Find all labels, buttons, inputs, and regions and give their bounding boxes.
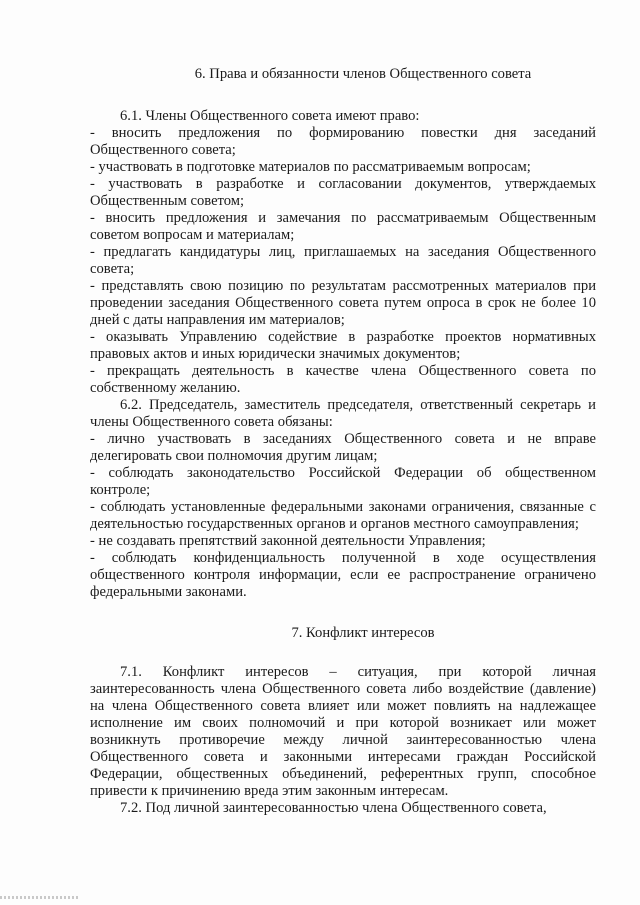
scan-edge-artifact — [0, 896, 80, 899]
list-item: - представлять свою позицию по результатам рассмотренных материалов при проведении заседания Общественного совета путем опроса в срок не более 10 дней с даты направления им материалов; — [90, 278, 596, 328]
list-item: - прекращать деятельность в качестве члена Общественного совета по собственному желанию. — [90, 363, 596, 396]
list-item: - соблюдать законодательство Российской Федерации об общественном контроле; — [90, 465, 596, 498]
section-7-heading: 7. Конфликт интересов — [291, 625, 435, 641]
paragraph-7-1: 7.1. Конфликт интересов – ситуация, при которой личная заинтересованность члена Общественного совета либо воздействие (давление) на члена Общественного совета влияет или может повлиять на надлежащее исполнение им своих полномочий и при которой возникает или может возникнуть противоречие между личной заинтересованностью члена Общественного совета и законными интересами граждан Российской Федерации, общественных объединений, референтных групп, способное привести к причинению вреда этим законным интересам. — [90, 664, 596, 799]
list-item: - оказывать Управлению содействие в разработке проектов нормативных правовых актов и иных юридически значимых документов; — [90, 329, 596, 362]
section-6-heading: 6. Права и обязанности членов Общественного совета — [194, 66, 532, 82]
paragraph-7-2: 7.2. Под личной заинтересованностью члена Общественного совета, — [120, 800, 547, 816]
paragraph-6-2: 6.2. Председатель, заместитель председателя, ответственный секретарь и члены Общественного совета обязаны: — [90, 397, 596, 430]
list-item: - не создавать препятствий законной деятельности Управления; — [90, 533, 486, 549]
list-item: - соблюдать установленные федеральными законами ограничения, связанные с деятельностью государственных органов и органов местного самоуправления; — [90, 499, 596, 532]
list-item: - лично участвовать в заседаниях Общественного совета и не вправе делегировать свои полномочия другим лицам; — [90, 431, 596, 464]
list-item: - участвовать в подготовке материалов по рассматриваемым вопросам; — [90, 159, 531, 175]
list-item: - вносить предложения по формированию повестки дня заседаний Общественного совета; — [90, 125, 596, 158]
list-item: - участвовать в разработке и согласовании документов, утверждаемых Общественным советом; — [90, 176, 596, 209]
paragraph-6-1: 6.1. Члены Общественного совета имеют право: — [120, 108, 420, 124]
list-item: - вносить предложения и замечания по рассматриваемым Общественным советом вопросам и материалам; — [90, 210, 596, 243]
list-item: - предлагать кандидатуры лиц, приглашаемых на заседания Общественного совета; — [90, 244, 596, 277]
list-item: - соблюдать конфиденциальность полученной в ходе осуществления общественного контроля информации, если ее распространение ограничено федеральными законами. — [90, 550, 596, 600]
